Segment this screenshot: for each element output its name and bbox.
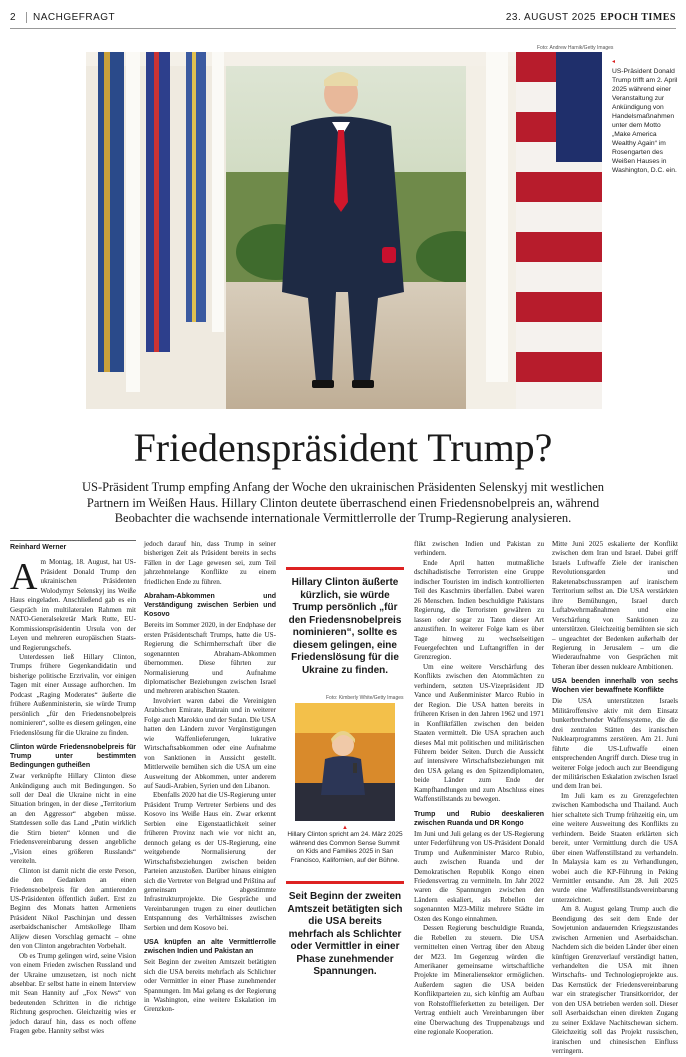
paragraph: Im Juli kam es zu Grenzgefechten zwischen Kambodscha und Thailand. Auch hier schaltete sich Trump frühzeitig ein, um eine weitere Ausweitung des Konflikts zu verhindern. Beide Staaten erklärten sich bereit, unter Vermittlung durch die USA über einen Waffenstillstand zu verhandeln. In Malaysia kam es zu Verhandlungen, wobei auch die KP-Führung in Peking Vermittler entsandte. Am 28. Juli 2025 wurde eine Waffenstillstandsvereinbarung unterzeichnet. <box>552 791 678 904</box>
us-flag-icon <box>516 52 602 409</box>
lead-paragraph <box>10 558 136 653</box>
page-header <box>10 12 676 29</box>
photo-caption <box>612 58 680 175</box>
article-column-4 <box>414 540 544 1038</box>
paragraph: Clinton ist damit nicht die erste Person, die den Gedanken an einen Friedensnobelpreis für den amtierenden US-Präsidenten öffentlich äußert. Erst zu Beginn des Monats hatten Armeniens Präsident Nikol Paschinjan und dessen aserbaidschanischer Amtskollege Ilham Alijew diesen Vorschlag gemacht – ohne den von Clinton angebrachten Vorbehalt. <box>10 866 136 951</box>
section-name: NACHGEFRAGT <box>26 12 115 23</box>
caption-arrow-icon: ◂ <box>612 59 616 65</box>
article-column-1 <box>10 540 136 1037</box>
subheading: USA beenden innerhalb von sechs Wochen vier bewaffnete Konflikte <box>552 678 678 695</box>
article-headline: Friedenspräsident Trump? <box>133 425 553 470</box>
article-column-3 <box>286 567 404 979</box>
caption-arrow-up-icon: ▲ <box>342 825 348 831</box>
paragraph: Am 8. August gelang Trump auch die Beendigung des seit dem Ende der Sowjetunion andauernden Kriegszustandes zwischen Armenien und Aserbaidschan. Nachdem sich die beiden Länder über einen künftigen Grenzverlauf verständigt hatten, verhandelten die USA mit ihnen Wirtschafts- und Technologieprojekte aus. Das Kernstück der Friedensvereinbarung war ein strategischer Transitkorridor, der von den USA betrieben werden soll. Dieser soll Aserbaidschan einen direkten Zugang zu seiner Exklave Nachitschewan sichern. Gleichzeitig soll das Projekt russischen, iranischen und chinesischen Einfluss verringern. <box>552 905 678 1056</box>
paragraph: jedoch darauf hin, dass Trump in seiner bisherigen Zeit als Präsident bereits in sechs Fällen in der Lage gewesen sei, zum Teil jahrzehntelange Konflikte zu einem friedlichen Ende zu führen. <box>144 540 276 586</box>
paragraph: Ebenfalls 2020 hat die US-Regierung unter Präsident Trump Vertreter Serbiens und des Kosovo ins Weiße Haus ein. Zwar erkennt Serbien eine Eigenstaatlichkeit seiner früheren Provinz nach wie vor nicht an, dennoch gelang es der US-Regierung, eine weitgehende Normalisierung der Wirtschaftsbeziehungen zwischen beiden Parteien anzustoßen. Darüber hinaus einigten sich die Vertreter von Belgrad und Priština auf gemeinsam abgestimmte Infrastrukturprojekte. Die Gespräche und Vereinbarungen trugen zu einer deutlichen Entspannung des Verhältnisses zwischen Serbien und dem Kosovo bei. <box>144 791 276 932</box>
issue-date: 23. AUGUST 2025 <box>505 12 596 23</box>
paragraph: Dessen Regierung beschuldigte Ruanda, die Rebellen zu steuern. Die USA vermittelten einen Vertrag über den Abzug der M23. Im Gegenzug würden die Amerikaner gemeinsame wirtschaftliche Projekte im Mineraliensektor ermöglichen. Außerdem sagten die USA beiden Konfliktparteien zu, sich künftig am Aufbau von Rohstofflieferketten zu beteiligen. Der Vertrag enthielt auch Vereinbarungen über eine Überwachung des Truppenabzugs und eine regionale Kooperation. <box>414 924 544 1037</box>
photo-credit-text: Foto: Andrew Harnik/Getty Images <box>537 45 614 51</box>
paragraph: Mitte Juni 2025 eskalierte der Konflikt zwischen dem Iran und Israel. Dabei griff Israels Luftwaffe Ziele der iranischen Revolutionsgarden und Raketenabschussrampen auf iranischem Territorium selbst an. Die USA verstärkten ihre Bemühungen, Israel durch Luftabwehrmaßnahmen und eine Verschärfung von Sanktionen zu unterstützen. Gleichzeitig bemühten sie sich – ungeachtet der Bedenken außerhalb der Regierung in Jerusalem – um die Wiederaufnahme von Gesprächen mit Teheran über dessen nukleare Ambitionen. <box>552 540 678 671</box>
inset-photo-caption: Hillary Clinton spricht am 24. März 2025 während des Common Sense Summit on Kids and Families 2025 in San Francisco, Kalifornien, auf der Bühne. <box>287 831 403 864</box>
lead-text: m Montag, 18. August, hat US-Präsident Donald Trump den ukrainischen Präsidenten Wolodymyr Selenskyj ins Weiße Haus eingeladen. Anschließend gab es ein Gespräch im multilateralen Rahmen mit NATO-Generalsekretär Mark Rutte, EU-Kommissionspräsidentin Ursula von der Leyen und mehreren europäischen Staats- und Regierungschefs. <box>10 558 136 652</box>
pull-quote-1: Hillary Clinton äußerte kürzlich, sie würde Trump persönlich „für den Friedensnobelpreis nominieren“, sollte es diesem gelingen, eine Friedenslösung für die Ukraine zu finden. <box>286 567 404 677</box>
paragraph: flikt zwischen Indien und Pakistan zu verhindern. <box>414 540 544 558</box>
subheading: Clinton würde Friedensnobelpreis für Trump unter bestimmten Bedingungen gutheißen <box>10 744 136 770</box>
subheading: USA knüpfen an alte Vermittlerrolle zwischen Indien und Pakistan an <box>144 939 276 956</box>
paragraph: Im Juni und Juli gelang es der US-Regierung unter Federführung von US-Präsident Donald Trump und Außenminister Marco Rubio, auch zwischen Ruanda und der Demokratischen Republik Kongo einen Friedensvertrag zu vermitteln. Im Jahr 2022 waren die Spannungen zwischen den Ländern eskaliert, als Rebellen der sogenannten M23-Miliz mehrere Städte im Osten des Kongo einnahmen. <box>414 829 544 923</box>
inset-photo <box>295 703 395 821</box>
paragraph: Die USA unterstützten Israels Militäroffensive aktiv mit dem Einsatz bunkerbrechender Waffensysteme, die die drei zentralen Stätten des iranischen Nuklearprogramms zerstören. Am 21. Juni führte die US-Luftwaffe einen entsprechenden Angriff durch. Diese trug in weiterer Folge jedoch auch zur Beendigung der militärischen Eskalation zwischen Israel und dem Iran bei. <box>552 697 678 791</box>
subheading: Abraham-Abkommen und Verständigung zwischen Serbien und Kosovo <box>144 593 276 619</box>
paragraph: Ende April hatten mutmaßliche dschihadistische Terroristen eine Gruppe indischer Touristen im indisch kontrollierten Teil des Kaschmirs überfallen. Dabei waren 26 Menschen. Indien beschuldigte Pakistans Regierung, die Terroristen gewähren zu lassen oder sogar zu Taten dieser Art anzustiften. In weiterer Folge kam es über Tage hinweg zu wechselseitigen Feuergefechten und Luftangriffen in der Grenzregion. <box>414 558 544 662</box>
hero-photo-illustration <box>86 52 602 409</box>
hero-photo <box>86 52 602 409</box>
author-byline: Reinhard Werner <box>10 540 136 552</box>
paragraph: Bereits im Sommer 2020, in der Endphase der ersten Präsidentschaft Trumps, hatte die US-Regierung die Schirmherrschaft über die sogenannten Abraham-Abkommen übernommen. Diese führten zur Normalisierung und Aufnahme diplomatischer Beziehungen zwischen Israel und mehreren arabischen Staaten. <box>144 621 276 696</box>
article-column-2 <box>144 540 276 1015</box>
article-column-5 <box>552 540 678 1057</box>
paragraph: Zwar verknüpfte Hillary Clinton diese Ankündigung auch mit Bedingungen. So soll der Deal die Ukraine nicht in eine Situation bringen, in der diese „Territorium an den Aggressor“ abgeben müsse. Stattdessen solle das Land „Putin wirklich die Stirn bieten“ können und die Friedensvereinbarung dessen angebliche „Vision eines größeren Russlands“ vereiteln. <box>10 772 136 866</box>
subheading: Trump und Rubio deeskalieren zwischen Ruanda und DR Kongo <box>414 810 544 827</box>
photo-caption-text: US-Präsident Donald Trump trifft am 2. April 2025 während einer Veranstaltung zur Ankündigung von Handelsmaßnahmen unter dem Motto „Make America Wealthy Again“ im Rosengarten des Weißen Hauses in Washington, D.C. ein. <box>612 68 678 174</box>
paragraph: Unterdessen ließ Hillary Clinton, Trumps frühere Gegenkandidatin und bisherige politische Erzrivalin, vor einigen Tagen mit einer Aussage aufhorchen. Im Podcast „Raging Moderates“ äußerte die frühere Außenministerin, sie würde Trump persönlich „für den Friedensnobelpreis nominieren“, sollte es diesem gelingen, eine Friedenslösung für die Ukraine zu finden. <box>10 652 136 737</box>
page-number: 2 <box>10 12 17 23</box>
publication-name: EPOCH TIMES <box>600 12 676 23</box>
article-deck: US-Präsident Trump empfing Anfang der Woche den ukrainischen Präsidenten Selenskyj mit westlichen Partnern im Weißen Haus. Hillary Clinton deutete überraschend einen Friedensnobelpreis an, während Beobachter die wachsende internationale Vermittlerrolle der Trump-Regierung analysieren. <box>82 480 604 525</box>
paragraph: Ob es Trump gelingen wird, seine Vision von einem Frieden zwischen Russland und der Ukraine umzusetzen, ist noch nicht absehbar. Er selbst hatte in einem Interview mit Sean Hannity auf „Fox News“ von bedeutenden Schritten in die richtige Richtung gesprochen. Gleichzeitig wies er jedoch darauf hin, dass es noch offene Fragen gebe. Hannity selbst wies <box>10 951 136 1036</box>
paragraph: Um eine weitere Verschärfung des Konflikts zwischen den Atommächten zu verhindern, setzten US-Vizepräsident JD Vance und Außenminister Marco Rubio in der Region. Die USA hatten bereits in früheren Krisen in den Jahren 1962 und 1971 in Konfliktfällen zwischen den beiden Staaten vermittelt. Die USA sprachen auch dieses Mal mit politischen und militärischen Führern beider Seiten. Durch die Aussicht auf intensivere Wirtschaftsbeziehungen mit den USA gelang es den Spitzendiplomaten, beide Länder zum Ende der Kampfhandlungen und zum Abschluss eines Waffenstillstands zu bewegen. <box>414 662 544 804</box>
paragraph: Involviert waren dabei die Vereinigten Arabischen Emirate, Bahrain und in weiterer Folge auch Marokko und der Sudan. Die USA hatten den Ländern zuvor Vergünstigungen wie Waffenlieferungen, lukrative Wirtschaftsabkommen oder eine Aufnahme von Sanktionen in Aussicht gestellt. Mittlerweile bemühen sich die USA um eine Ausweitung der Abkommen, unter anderem auf Saudi-Arabien, Syrien und den Libanon. <box>144 696 276 790</box>
pull-quote-2: Seit Beginn der zweiten Amtszeit betätigten sich die USA bereits mehrfach als Schlichter oder Vermittler in einer Phase zunehmender Spannungen. <box>286 881 404 979</box>
paragraph: Seit Beginn der zweiten Amtszeit betätigten sich die USA bereits mehrfach als Schlichter oder Vermittler in einer Phase zunehmender Spannungen. Im Mai gelang es der Regierung in Washington, eine weitere Eskalation im Grenzkon- <box>144 958 276 1014</box>
inset-photo-illustration <box>295 703 395 821</box>
dropcap: A <box>10 556 38 599</box>
photo-credit-label <box>537 45 613 51</box>
inset-photo-credit: Foto: Kimberly White/Getty Images <box>326 695 404 701</box>
